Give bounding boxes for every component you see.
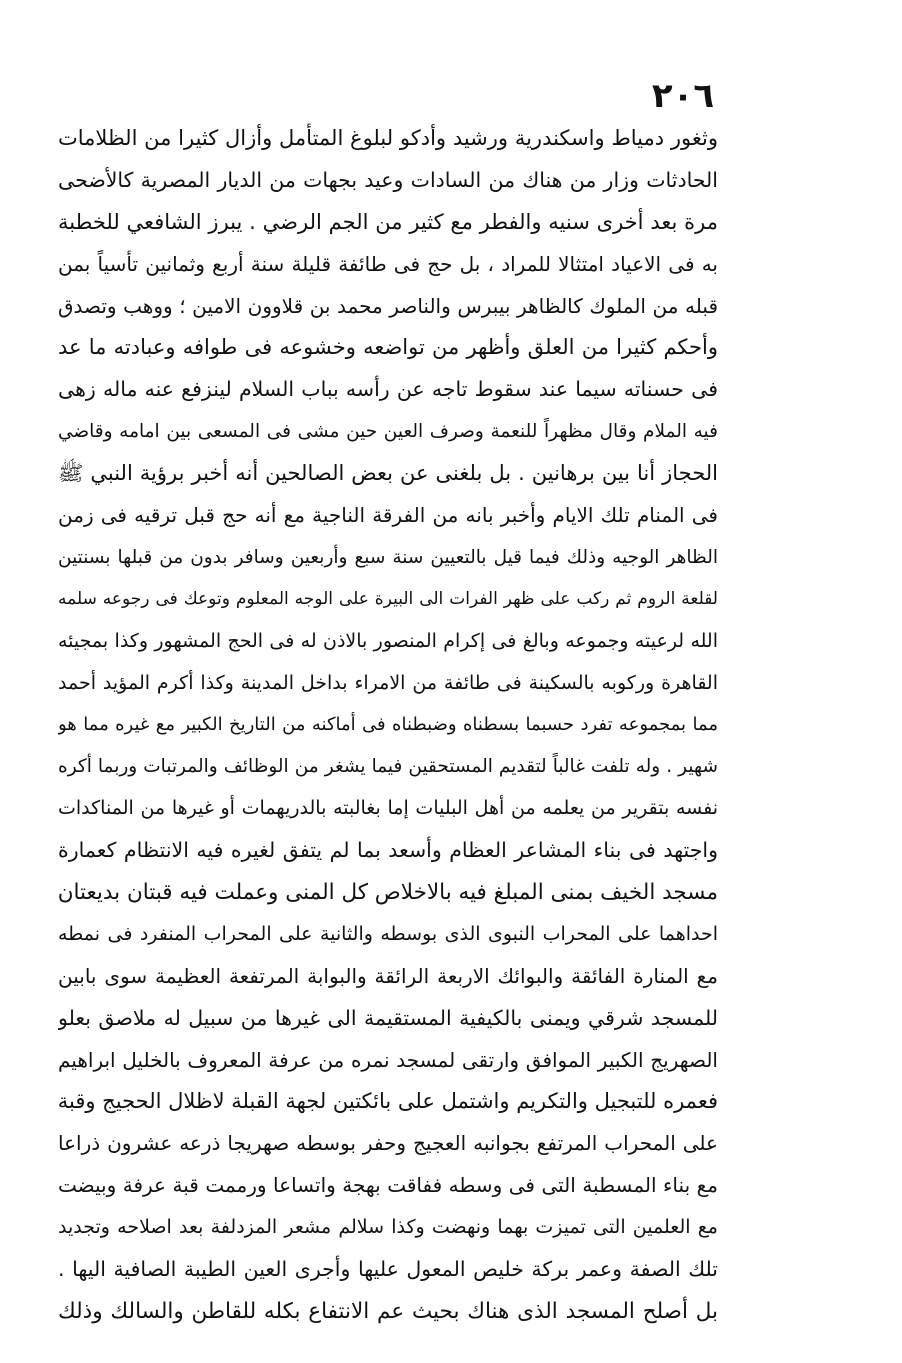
body-text [58,118,718,1333]
text-line: مما بمجموعه تفرد حسبما بسطناه وضبطناه فى أماكنه من التاريخ الكبير مع غيره مما هو [58,714,718,736]
text-line: الصهريج الكبير الموافق وارتقى لمسجد نمره من عرفة المعروف بالخليل ابراهيم [58,1047,718,1072]
text-line: وثغور دمياط واسكندرية ورشيد وأدكو لبلوغ المتأمل وأزال كثيرا من الظلامات [58,126,718,150]
text-line: واجتهد فى بناء المشاعر العظام وأسعد بما لم يتفق لغيره فيه الانتظام كعمارة [58,838,718,863]
page-number: ٢٠٦ [651,76,715,116]
text-line: فى حسناته سيما عند سقوط تاجه عن رأسه بباب السلام لينزفع عنه ماله زهى [58,377,718,402]
text-line: نفسه بتقرير من يعلمه من أهل البليات إما بغالبته بالدريهمات أو غيرها من المناكدات [58,797,718,820]
text-line: مع بناء المسطبة التى فى وسطه ففاقت بهجة واتساعا ورممت قبة عرفة وبيضت [58,1173,718,1198]
text-line: به فى الاعياد امتثالا للمراد ، بل حج فى طائفة قليلة سنة أربع وثمانين تأسياً بمن [58,251,718,276]
text-line: تلك الصفة وعمر بركة خليص المعول عليها وأجرى العين الطيبة الصافية اليها . [58,1257,718,1282]
text-line: لقلعة الروم ثم ركب على ظهر الفرات الى البيرة على الوجه المعلوم وتوعك فى رجوعه سلمه [58,588,718,609]
text-line: مع العلمين التى تميزت بهما ونهضت وكذا سلالم مشعر المزدلفة بعد اصلاحه وتجديد [58,1216,718,1239]
text-line: وأحكم كثيرا من العلق وأظهر من تواضعه وخشوعه فى طوافه وعبادته ما عد [58,335,718,360]
text-line: الظاهر الوجيه وذلك فيما قيل بالتعيين سنة سبع وأربعين وسافر بدون من قبلها بسنتين [58,546,718,568]
text-line: فعمره للتبجيل والتكريم واشتمل على بائكتين لجهة القبلة لاظلال الحجيج وقبة [58,1089,718,1114]
text-line: مسجد الخيف بمنى المبلغ فيه بالاخلاص كل المنى وعملت فيه قبتان بديعتان [58,880,718,906]
text-line: فى المنام تلك الايام وأخبر بانه من الفرقة الناجية مع أنه حج قبل ترقيه فى زمن [58,503,718,528]
text-line: مرة بعد أخرى سنيه والفطر مع كثير من الجم الرضي . يبرز الشافعي للخطبة [58,209,718,234]
text-line: الحادثات وزار من هناك من السادات وعيد بجهات من الديار المصرية كالأضحى [58,167,718,192]
text-line: الله لرعيته وجموعه وبالغ فى إكرام المنصور بالاذن له فى الحج المشهور وكذا بمجيئه [58,629,718,652]
text-line: للمسجد شرقي ويمنى بالكيفية المستقيمة الى غيرها من سبيل له ملاصق بعلو [58,1005,718,1030]
text-line: القاهرة وركوبه بالسكينة فى طائفة من الامراء بداخل المدينة وكذا أكرم المؤيد أحمد [58,671,718,694]
text-line: احداهما على المحراب النبوى الذى بوسطه والثانية على المحراب المنفرد فى نمطه [58,922,718,945]
text-line: مع المنارة الفائقة والبوائك الاربعة الرائقة والبوابة المرتفعة العظيمة سوى بابين [58,963,718,988]
text-line: شهير . وله تلفت غالباً لتقديم المستحقين فيما يشغر من الوظائف والمرتبات وربما أكره [58,756,718,778]
text-line: قبله من الملوك كالظاهر بيبرس والناصر محمد بن قلاوون الامين ؛ ووهب وتصدق [58,293,718,318]
text-line: بل أصلح المسجد الذى هناك بحيث عم الانتفاع بكله للقاطن والسالك وذلك [58,1298,718,1324]
text-line: على المحراب المرتفع بجوانبه العجيج وحفر بوسطه صهريجا ذرعه عشرون ذراعا [58,1131,718,1156]
text-line: فيه الملام وقال مظهراً للنعمة وصرف العين حين مشى فى المسعى بين امامه وقاضي [58,421,718,443]
text-line: الحجاز أنا بين برهانين . بل بلغنى عن بعض الصالحين أنه أخبر برؤية النبي ﷺ [58,461,718,486]
